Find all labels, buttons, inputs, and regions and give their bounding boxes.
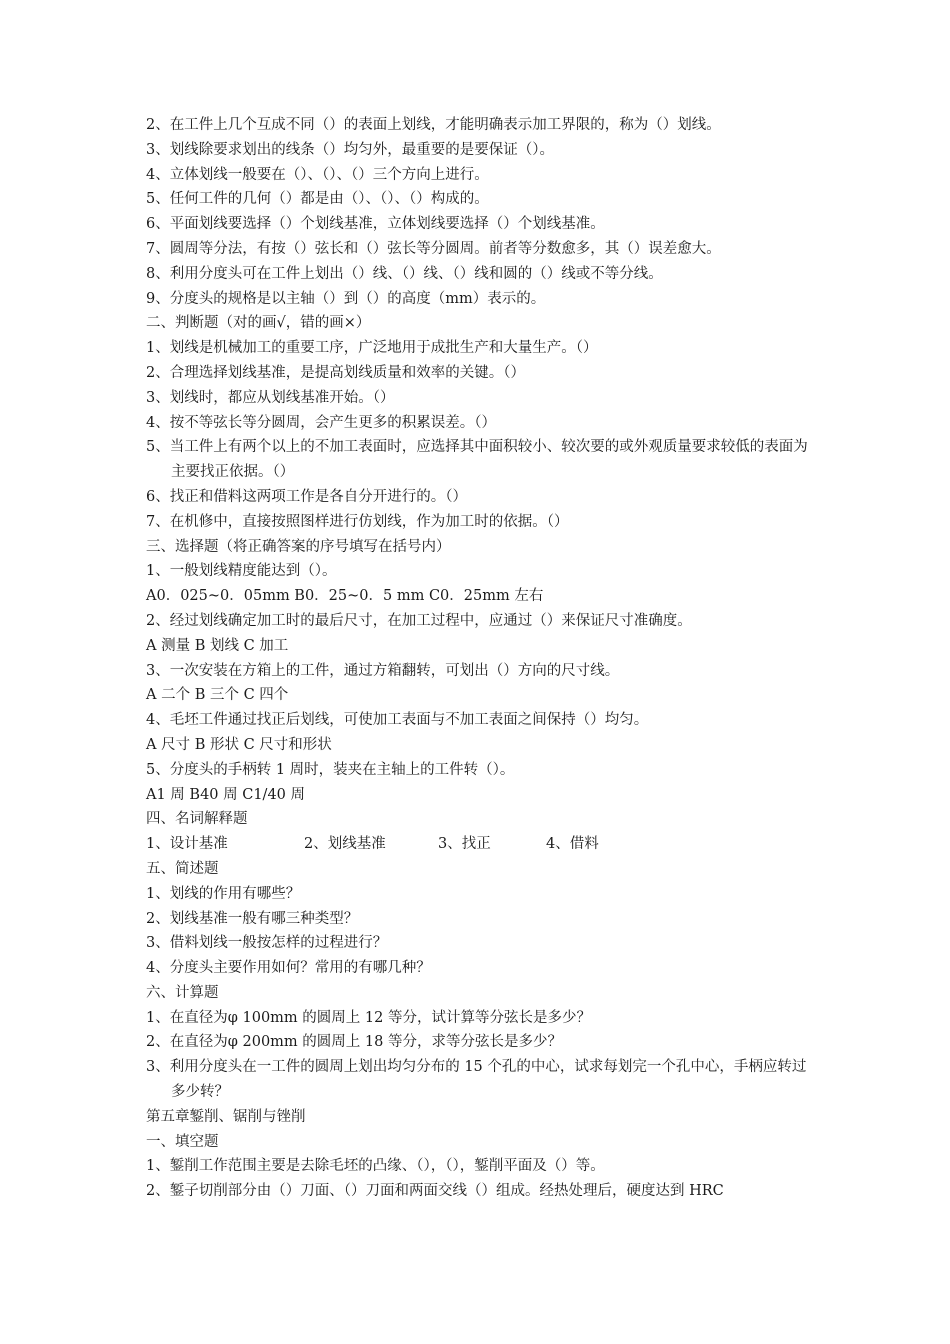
answer-options: A1 周 B40 周 C1/40 周 [146,786,306,803]
document-body [146,113,810,1204]
question-line: 2、合理选择划线基准，是提高划线质量和效率的关键。（） [146,364,525,381]
question-line: 1、錾削工作范围主要是去除毛坯的凸缘、（），（），錾削平面及（）等。 [146,1158,605,1175]
question-line: 5、当工件上有两个以上的不加工表面时，应选择其中面积较小、较次要的或外观质量要求较低的表面为主要找正依据。（） [146,439,808,481]
question-line: 4、分度头主要作用如何？常用的有哪几种？ [146,960,431,977]
question-line: 6、找正和借料这两项工作是各自分开进行的。（） [146,488,467,505]
section-heading: 三、选择题（将正确答案的序号填写在括号内） [146,538,451,555]
question-line: 7、在机修中，直接按照图样进行仿划线，作为加工时的依据。（） [146,513,569,530]
question-line: 4、毛坯工件通过找正后划线，可使加工表面与不加工表面之间保持（）均匀。 [146,712,649,729]
question-line: 1、在直径为φ 100mm 的圆周上 12 等分，试计算等分弦长是多少？ [146,1009,591,1026]
section-heading: 六、计算题 [146,984,219,1001]
question-line: 9、分度头的规格是以主轴（）到（）的高度（mm）表示的。 [146,290,546,307]
question-line: 1、一般划线精度能达到（）。 [146,563,337,580]
question-line: 1、划线是机械加工的重要工序，广泛地用于成批生产和大量生产。（） [146,340,598,357]
question-line: 4、按不等弦长等分圆周，会产生更多的积累误差。（） [146,414,496,431]
question-line: 3、借料划线一般按怎样的过程进行？ [146,935,388,952]
question-line: 3、利用分度头在一工件的圆周上划出均匀分布的 15 个孔的中心，试求每划完一个孔中心，手柄应转过多少转？ [146,1059,807,1101]
section-heading: 二、判断题（对的画√，错的画×） [146,315,371,332]
question-line: 2、在工件上几个互成不同（）的表面上划线，才能明确表示加工界限的，称为（）划线。 [146,117,721,133]
answer-options: A 二个 B 三个 C 四个 [146,687,289,704]
term-item: 3、找正 [438,836,491,853]
term-item: 2、划线基准 [304,836,386,853]
section-heading: 五、简述题 [146,860,219,877]
section-heading: 四、名词解释题 [146,811,248,828]
question-line: 7、圆周等分法，有按（）弦长和（）弦长等分圆周。前者等分数愈多，其（）误差愈大。 [146,240,721,257]
answer-options: A0．025~0．05mm B0．25~0．5 mm C0．25mm 左右 [146,588,544,605]
question-line: 3、划线除要求划出的线条（）均匀外，最重要的是要保证（）。 [146,141,554,158]
chapter-heading: 第五章錾削、锯削与锉削 [146,1108,306,1125]
section-heading: 一、填空题 [146,1133,219,1150]
question-line: 3、一次安装在方箱上的工件，通过方箱翻转，可划出（）方向的尺寸线。 [146,662,620,679]
question-line: 6、平面划线要选择（）个划线基准，立体划线要选择（）个划线基准。 [146,216,605,233]
question-line: 3、划线时，都应从划线基准开始。（） [146,389,395,406]
question-line: 2、经过划线确定加工时的最后尺寸，在加工过程中，应通过（）来保证尺寸准确度。 [146,612,692,629]
question-line: 2、划线基准一般有哪三种类型？ [146,910,359,927]
question-line: 5、任何工件的几何（）都是由（）、（）、（）构成的。 [146,191,489,208]
question-line: 1、划线的作用有哪些？ [146,885,301,902]
question-line: 5、分度头的手柄转 1 周时，装夹在主轴上的工件转（）。 [146,761,515,778]
answer-options: A 测量 B 划线 C 加工 [146,637,289,654]
question-line: 2、錾子切削部分由（）刀面、（）刀面和两面交线（）组成。经热处理后，硬度达到 HRC [146,1183,724,1200]
question-line: 4、立体划线一般要在（）、（）、（）三个方向上进行。 [146,166,489,183]
answer-options: A 尺寸 B 形状 C 尺寸和形状 [146,736,332,753]
question-line: 2、在直径为φ 200mm 的圆周上 18 等分，求等分弦长是多少？ [146,1034,562,1051]
term-item: 4、借料 [546,836,599,853]
term-item: 1、设计基准 [146,836,228,853]
term-list [146,832,810,857]
question-line: 8、利用分度头可在工件上划出（）线、（）线、（）线和圆的（）线或不等分线。 [146,265,663,282]
